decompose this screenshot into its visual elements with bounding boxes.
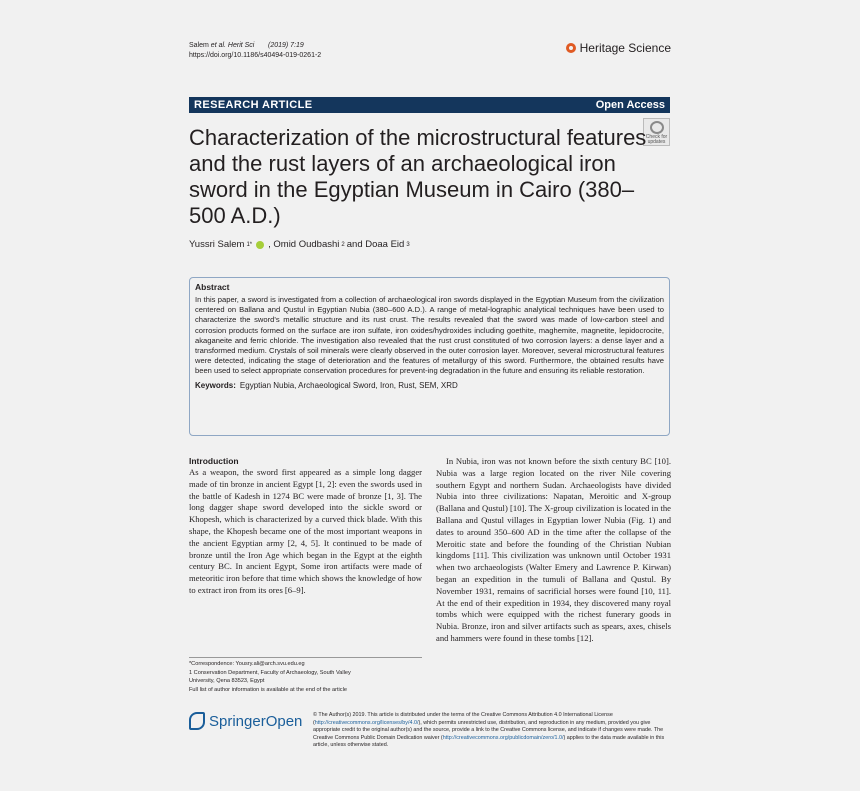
abstract-box (189, 277, 670, 436)
doi-link[interactable]: https://doi.org/10.1186/s40494-019-0261-2 (189, 52, 322, 59)
body-column-right (436, 456, 671, 645)
keywords-list: Egyptian Nubia, Archaeological Sword, Iron, Rust, SEM, XRD (239, 380, 458, 390)
license-text-1: © The Author(s) 2019. This article is distributed under the terms of the Creative Commons Attribution 4.0 International License ( (313, 712, 613, 726)
author-info-note: Full list of author information is available at the end of the article (189, 686, 347, 693)
citation-year: (2019) 7:19 (268, 42, 304, 49)
footnotes (189, 660, 429, 694)
introduction-paragraph-2: In Nubia, iron was not known before the sixth century BC [10]. Nubia was a large region located on the river Nile covering southern Egypt and northern Sudan. Archaeologists have divided Nubia into three civilizations: Napatan, Meroitic and X-group (Ballana and Qustul) [10]. The X-group civilization is located in the Ballana and Qustul villages in Egyptian lower Nubia (Fig. 1) and dates to around 350–600 AD in the time after the collapse of the Meroitic state and before the founding of the Christian Nubian kingdoms [11]. This civilization was unknown until October 1931 when two archaeologists (Walter Emery and Lawrence P. Kirwan) began an expedition in the tumuli of Ballana and Qustul. By November 1931, remains of sacrificial horses were found [10, 11]. At the end of their expedition in 1934, they discovered many royal tombs which were equipped with the richest funerary goods in Nubia. Bronze, iron and silver artifacts such as spears, axes, chisels and hammers were found in these tombs [12]. (436, 456, 671, 643)
article-title: Characterization of the microstructural features and the rust layers of an archaeological iron sword in the Egyptian Museum in Cairo (380–500 A.D.) (189, 125, 647, 228)
author-1[interactable]: Yussri Salem (189, 239, 245, 250)
license-text-2: ), which permits unrestricted use, distribution, and reproduction in any medium, provided you give appropriate credit to the original author(s) and the source, provide a link to the Creative Commons license, and indicate if changes were made. The Creative Commons Public Domain Dedication waiver ( (313, 719, 664, 741)
author-3[interactable]: and Doaa Eid (346, 239, 405, 250)
affiliation-note-cont: University, Qena 83523, Egypt (189, 678, 265, 684)
publisher-name-suffix: Open (265, 712, 303, 730)
citation-block (189, 41, 321, 61)
introduction-heading: Introduction (189, 456, 239, 466)
license-text-3: ) applies to the data made available in this article, unless otherwise stated. (313, 734, 665, 749)
cc-by-link[interactable]: http://creativecommons.org/licenses/by/4.0/ (314, 719, 419, 726)
publisher-name (209, 713, 302, 730)
cc-zero-link[interactable]: http://creativecommons.org/publicdomain/zero/1.0/ (442, 734, 564, 741)
citation-authors: Salem (189, 42, 209, 49)
author-2[interactable]: , Omid Oudbashi (268, 239, 340, 250)
body-column-left (189, 456, 422, 597)
citation-journal: et al. Herit Sci (210, 42, 255, 49)
author-list (189, 239, 410, 250)
author-2-affil: 2 (341, 241, 345, 248)
heritage-science-logo-icon (566, 43, 576, 53)
publisher-name-main: Springer (209, 712, 266, 730)
correspondence-note[interactable]: *Correspondence: Yousry.ali@arch.svu.edu.eg (189, 661, 305, 667)
author-1-affil: 1* (246, 241, 253, 248)
springer-open-logo[interactable] (189, 712, 302, 730)
abstract-heading: Abstract (195, 282, 230, 292)
journal-brand[interactable] (566, 41, 671, 55)
article-type-banner (189, 97, 670, 113)
journal-name: Heritage Science (579, 41, 671, 55)
license-text (313, 712, 673, 750)
orcid-icon[interactable] (256, 241, 264, 249)
introduction-paragraph-1: As a weapon, the sword first appeared as a simple long dagger made of tin bronze in ancient Egypt [1, 2]: even the swords used in the battle of Kadesh in 1274 BC were made of bronze [1, 3]. The long dagger shape sword developed into the sickle sword or Khopesh, which is characterized by a curved thick blade. With this shape, the Khopesh became one of the most important weapons in the ancient Egyptian army [2, 4, 5]. It continued to be made of bronze until the Iron Age which began in the Egypt at the eighth century BC. In ancient Egypt, Some iron artifacts were made of meteoritic iron before that time which shows the knowledge of how to extract iron from its ores [6–9]. (189, 467, 422, 595)
affiliation-note: 1 Conservation Department, Faculty of Archaeology, South Valley (189, 669, 351, 676)
abstract-text: In this paper, a sword is investigated from a collection of archaeological iron swords displayed in the Egyptian Museum from the civilization centered on Ballana and Qustul in Egyptian Nubia (380–600 A.D.). A range of metal-lographic analytical techniques have been used to characterize the sword's metallic structure and its rust crust. The results revealed that the sword was made of low-carbon steel and corrosion products formed on the surface are iron sulfate, iron oxides/hydroxides including goethite, maghemite, magnetite, lepidocrocite, akaganeite and ferric chloride. The investigation also revealed that the rust crust constituted of two corrosion layers: a dense layer and a transformed medium. Crystals of soil minerals were clearly observed in the outer corrosion layer. Moreover, several microstructural features were detected, indicating the stage of deterioration and the features of metallurgy of this sword. Furthermore, the obtained results have been used to select appropriate conservation procedures for prevent-ing degradation in the future and ensuring its reliable restoration. (195, 295, 664, 376)
footnote-divider (189, 657, 422, 658)
keywords-label: Keywords: (195, 380, 236, 390)
open-access-label: Open Access (595, 99, 665, 111)
keywords (195, 381, 664, 390)
article-type-label: RESEARCH ARTICLE (194, 99, 313, 111)
check-for-updates-label: Check for updates (645, 134, 668, 145)
springer-horse-icon (189, 712, 205, 730)
author-3-affil: 3 (406, 241, 410, 248)
